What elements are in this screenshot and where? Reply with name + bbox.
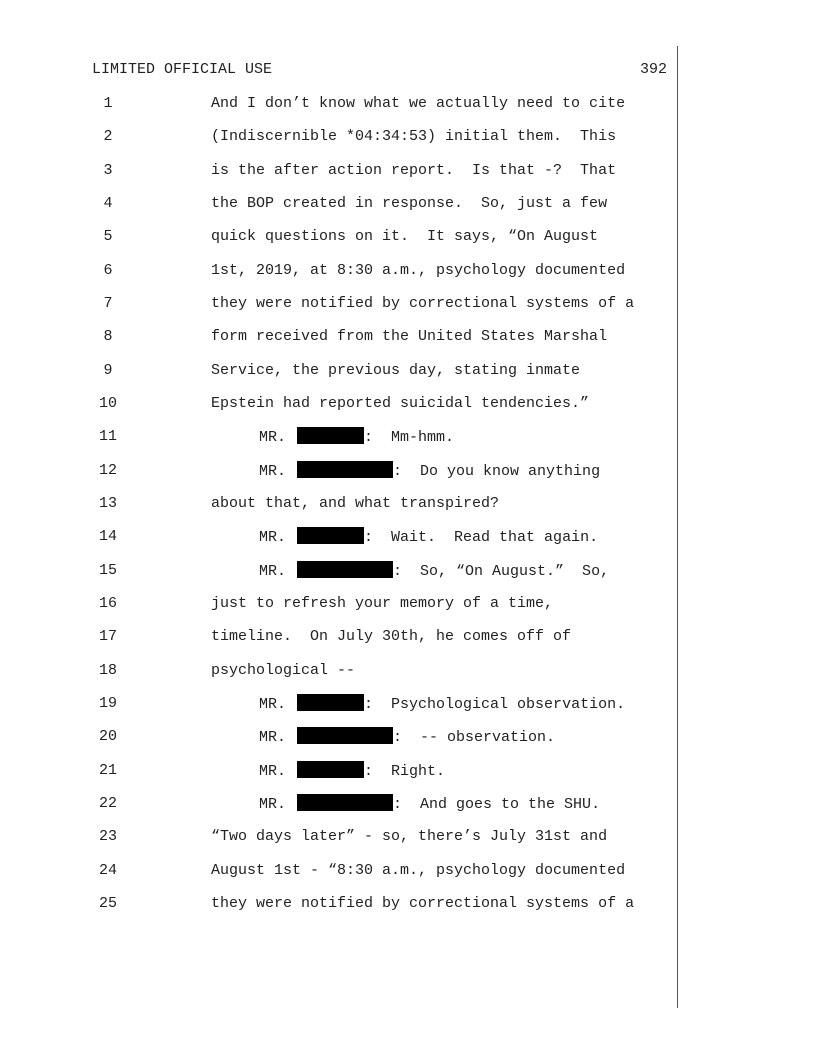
line-number: 17 bbox=[98, 628, 117, 645]
line-text: about that, and what transpired? bbox=[211, 495, 500, 512]
transcript-line bbox=[0, 194, 676, 214]
transcript-line bbox=[0, 527, 676, 547]
transcript-line bbox=[0, 761, 676, 781]
transcript-line bbox=[0, 227, 676, 247]
line-text: form received from the United States Marshal bbox=[211, 328, 608, 345]
line-number: 15 bbox=[98, 562, 117, 579]
speaker-title: MR. bbox=[259, 729, 287, 746]
line-number: 21 bbox=[98, 762, 117, 779]
line-text: quick questions on it. It says, “On August bbox=[211, 228, 599, 245]
line-text: : Mm-hmm. bbox=[364, 429, 455, 446]
line-number: 3 bbox=[103, 162, 113, 179]
transcript-line bbox=[0, 661, 676, 681]
transcript-line bbox=[0, 594, 676, 614]
line-number: 1 bbox=[103, 95, 113, 112]
line-text: : Wait. Read that again. bbox=[364, 529, 599, 546]
redaction-box bbox=[297, 427, 364, 444]
line-text: August 1st - “8:30 a.m., psychology documented bbox=[211, 862, 626, 879]
right-margin-rule bbox=[677, 46, 678, 1008]
speaker-line bbox=[259, 694, 625, 715]
transcript-line bbox=[0, 294, 676, 314]
line-text: (Indiscernible *04:34:53) initial them. This bbox=[211, 128, 617, 145]
line-number: 4 bbox=[103, 195, 113, 212]
speaker-line bbox=[259, 727, 555, 748]
redaction-box bbox=[297, 761, 364, 778]
line-number: 22 bbox=[98, 795, 117, 812]
line-text: : Do you know anything bbox=[393, 463, 601, 480]
redaction-box bbox=[297, 694, 364, 711]
speaker-line bbox=[259, 794, 600, 815]
line-number: 14 bbox=[98, 528, 117, 545]
line-number: 25 bbox=[98, 895, 117, 912]
redaction-box bbox=[297, 561, 393, 578]
speaker-title: MR. bbox=[259, 763, 287, 780]
line-text: : So, “On August.” So, bbox=[393, 563, 610, 580]
speaker-title: MR. bbox=[259, 529, 287, 546]
line-text: : -- observation. bbox=[393, 729, 556, 746]
redaction-box bbox=[297, 461, 393, 478]
line-number: 12 bbox=[98, 462, 117, 479]
speaker-line bbox=[259, 461, 600, 482]
transcript-line bbox=[0, 694, 676, 714]
transcript-line bbox=[0, 261, 676, 281]
speaker-line bbox=[259, 561, 609, 582]
line-number: 16 bbox=[98, 595, 117, 612]
transcript-line bbox=[0, 494, 676, 514]
speaker-title: MR. bbox=[259, 696, 287, 713]
line-text: psychological -- bbox=[211, 662, 356, 679]
transcript-line bbox=[0, 461, 676, 481]
speaker-title: MR. bbox=[259, 429, 287, 446]
line-number: 20 bbox=[98, 728, 117, 745]
line-number: 19 bbox=[98, 695, 117, 712]
line-text: : Psychological observation. bbox=[364, 696, 626, 713]
transcript-line bbox=[0, 827, 676, 847]
line-text: 1st, 2019, at 8:30 a.m., psychology documented bbox=[211, 262, 626, 279]
transcript-line bbox=[0, 327, 676, 347]
transcript-line bbox=[0, 794, 676, 814]
line-number: 13 bbox=[98, 495, 117, 512]
line-text: they were notified by correctional systems of a bbox=[211, 895, 635, 912]
speaker-title: MR. bbox=[259, 463, 287, 480]
transcript-line bbox=[0, 627, 676, 647]
line-number: 10 bbox=[98, 395, 117, 412]
line-number: 9 bbox=[103, 362, 113, 379]
line-number: 23 bbox=[98, 828, 117, 845]
page-number: 392 bbox=[640, 61, 668, 78]
line-number: 24 bbox=[98, 862, 117, 879]
redaction-box bbox=[297, 527, 364, 544]
line-number: 18 bbox=[98, 662, 117, 679]
line-number: 7 bbox=[103, 295, 113, 312]
line-number: 11 bbox=[98, 428, 117, 445]
redaction-box bbox=[297, 727, 393, 744]
line-text: Service, the previous day, stating inmate bbox=[211, 362, 581, 379]
transcript-line bbox=[0, 894, 676, 914]
speaker-title: MR. bbox=[259, 796, 287, 813]
line-text: : And goes to the SHU. bbox=[393, 796, 601, 813]
speaker-line bbox=[259, 761, 445, 782]
line-number: 5 bbox=[103, 228, 113, 245]
line-text: is the after action report. Is that -? That bbox=[211, 162, 617, 179]
transcript-line bbox=[0, 427, 676, 447]
line-text: they were notified by correctional systems of a bbox=[211, 295, 635, 312]
transcript-line bbox=[0, 394, 676, 414]
transcript-line bbox=[0, 161, 676, 181]
line-number: 6 bbox=[103, 262, 113, 279]
speaker-line bbox=[259, 527, 598, 548]
page-header-label: LIMITED OFFICIAL USE bbox=[92, 61, 273, 78]
speaker-line bbox=[259, 427, 454, 448]
line-number: 8 bbox=[103, 328, 113, 345]
transcript-line bbox=[0, 127, 676, 147]
transcript-line bbox=[0, 561, 676, 581]
redaction-box bbox=[297, 794, 393, 811]
line-text: And I don’t know what we actually need to cite bbox=[211, 95, 626, 112]
transcript-line bbox=[0, 361, 676, 381]
line-text: just to refresh your memory of a time, bbox=[211, 595, 554, 612]
line-text: : Right. bbox=[364, 763, 446, 780]
speaker-title: MR. bbox=[259, 563, 287, 580]
line-text: Epstein had reported suicidal tendencies.” bbox=[211, 395, 590, 412]
line-number: 2 bbox=[103, 128, 113, 145]
transcript-line bbox=[0, 861, 676, 881]
transcript-line bbox=[0, 94, 676, 114]
transcript-line bbox=[0, 727, 676, 747]
line-text: the BOP created in response. So, just a few bbox=[211, 195, 608, 212]
line-text: timeline. On July 30th, he comes off of bbox=[211, 628, 572, 645]
line-text: “Two days later” - so, there’s July 31st and bbox=[211, 828, 608, 845]
